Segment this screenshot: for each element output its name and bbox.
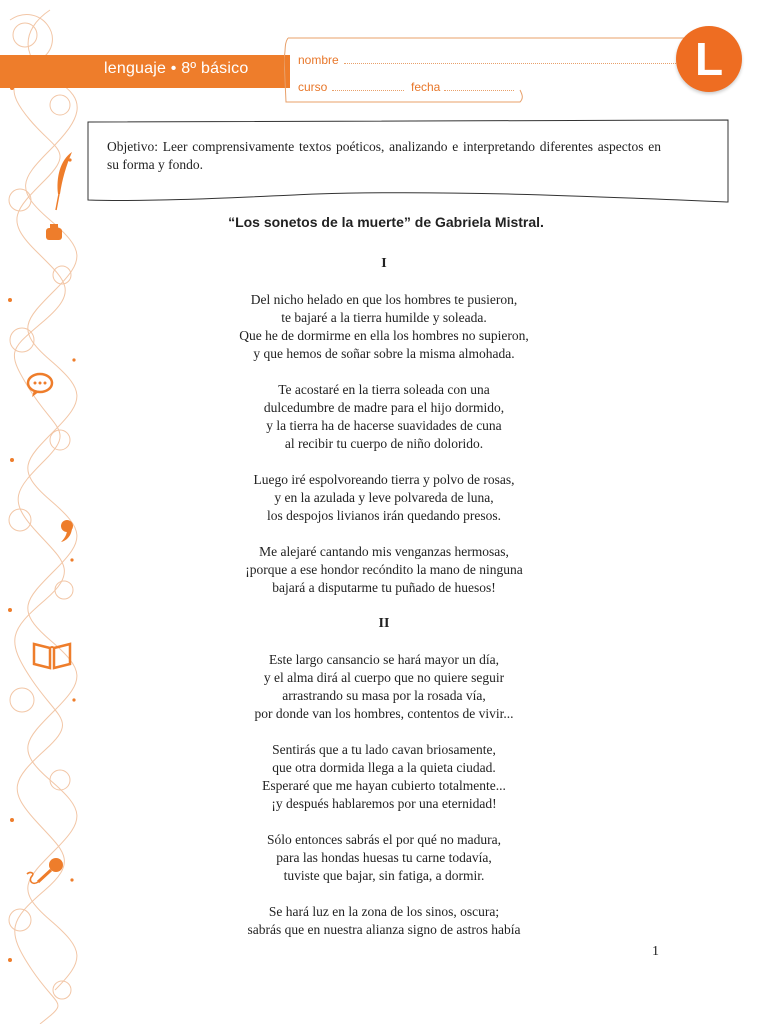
- verse-line: ¡porque a ese hondor recóndito la mano de ninguna: [245, 562, 523, 577]
- page-number: 1: [652, 944, 659, 959]
- level-logo: [676, 26, 742, 92]
- stanza: [0, 651, 768, 723]
- verse-line: que otra dormida llega a la quieta ciudad.: [272, 760, 496, 775]
- poem-section: [0, 255, 768, 597]
- poem-title: “Los sonetos de la muerte” de Gabriela Mistral.: [228, 214, 544, 230]
- curso-label: curso: [298, 80, 328, 94]
- verse-line: dulcedumbre de madre para el hijo dormido,: [263, 400, 505, 415]
- section-numeral: II: [378, 616, 390, 631]
- verse-line: Este largo cansancio se hará mayor un día,: [269, 652, 499, 667]
- verse-line: tuviste que bajar, sin fatiga, a dormir.: [283, 868, 485, 883]
- verse-line: por donde van los hombres, contentos de vivir...: [254, 706, 514, 721]
- poem-body: [0, 255, 768, 957]
- subject-label: lenguaje • 8º básico: [104, 60, 249, 77]
- nombre-label: nombre: [298, 53, 339, 67]
- verse-line: y en la azulada y leve polvareda de luna,: [274, 490, 494, 505]
- verse-line: Que he de dormirme en ella los hombres no supieron,: [239, 328, 529, 343]
- verse-line: y que hemos de soñar sobre la misma almohada.: [253, 346, 515, 361]
- nombre-field[interactable]: [344, 63, 680, 64]
- verse-line: te bajaré a la tierra humilde y soleada.: [281, 310, 487, 325]
- stanza: [0, 543, 768, 597]
- verse-line: sabrás que en nuestra alianza signo de astros había: [247, 922, 521, 937]
- fecha-field[interactable]: [444, 90, 514, 91]
- verse-line: ¡y después hablaremos por una eternidad!: [271, 796, 497, 811]
- fecha-label: fecha: [411, 80, 441, 94]
- verse-line: Se hará luz en la zona de los sinos, oscura;: [268, 904, 500, 919]
- curso-field[interactable]: [332, 90, 404, 91]
- quill-icon: [50, 150, 76, 212]
- verse-line: Me alejaré cantando mis venganzas hermosas,: [259, 544, 509, 559]
- verse-line: los despojos livianos irán quedando presos.: [267, 508, 501, 523]
- verse-line: Sólo entonces sabrás el por qué no madura,: [267, 832, 501, 847]
- verse-line: Del nicho helado en que los hombres te pusieron,: [250, 292, 518, 307]
- stanza: [0, 831, 768, 885]
- stanza: [0, 471, 768, 525]
- section-numeral: I: [381, 256, 387, 271]
- verse-line: Sentirás que a tu lado cavan briosamente,: [272, 742, 496, 757]
- verse-line: Luego iré espolvoreando tierra y polvo de rosas,: [253, 472, 515, 487]
- stanza: [0, 291, 768, 363]
- verse-line: y la tierra ha de hacerse suavidades de cuna: [266, 418, 502, 433]
- stanza: [0, 903, 768, 939]
- poem-section: [0, 615, 768, 939]
- verse-line: y el alma dirá al cuerpo que no quiere seguir: [263, 670, 505, 685]
- verse-line: Te acostaré en la tierra soleada con una: [278, 382, 490, 397]
- stanza: [0, 741, 768, 813]
- objective-text: Objetivo: Leer comprensivamente textos poéticos, analizando e interpretando diferentes aspectos en su forma y fondo.: [107, 139, 661, 172]
- verse-line: bajará a disputarme tu puñado de huesos!: [272, 580, 496, 595]
- verse-line: Esperaré que me hayan cubierto totalmente...: [262, 778, 506, 793]
- logo-letter: L: [694, 33, 724, 85]
- student-info-box: [284, 36, 704, 104]
- stanza: [0, 381, 768, 453]
- verse-line: para las hondas huesas tu carne todavía,: [276, 850, 492, 865]
- verse-line: al recibir tu cuerpo de niño dolorido.: [284, 436, 484, 451]
- verse-line: arrastrando su masa por la rosada vía,: [282, 688, 486, 703]
